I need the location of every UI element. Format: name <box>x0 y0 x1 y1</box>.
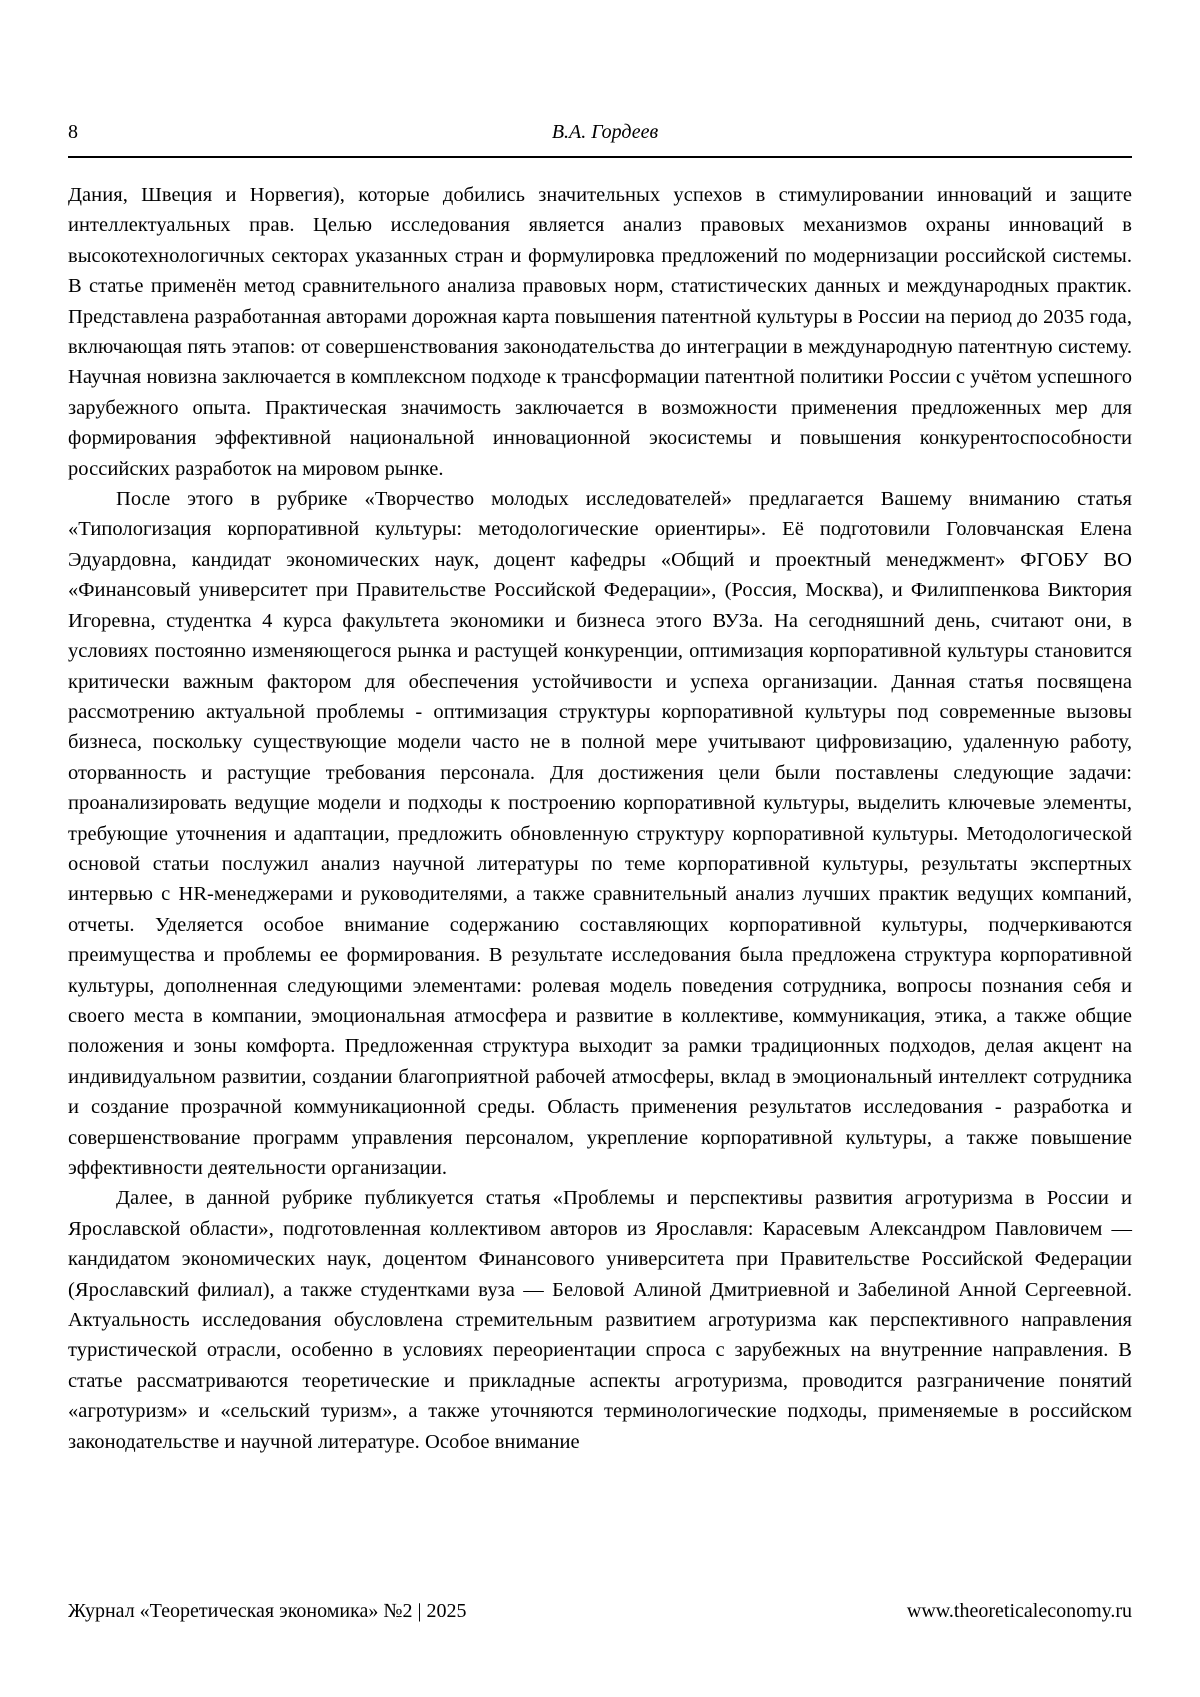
page-number: 8 <box>68 121 78 143</box>
journal-website: www.theoreticaleconomy.ru <box>906 1600 1132 1622</box>
page-footer <box>68 1600 1132 1623</box>
body-paragraph-3: Далее, в данной рубрике публикуется статья «Проблемы и перспективы развития агротуризма в России и Ярославской области», подготовленная коллективом авторов из Ярославля: Карасевым Александром Павловичем — кандидатом экономических наук, доцентом Финансового университета при Правительстве Российской Федерации (Ярославский филиал), а также студентками вуза — Беловой Алиной Дмитриевной и Забелиной Анной Сергеевной. Актуальность исследования обусловлена стремительным развитием агротуризма как перспективного направления туристической отрасли, особенно в условиях переориентации спроса с зарубежных на внутренние направления. В статье рассматриваются теоретические и прикладные аспекты агротуризма, проводится разграничение понятий «агротуризм» и «сельский туризм», а также уточняются терминологические подходы, применяемые в российском законодательстве и научной литературе. Особое внимание <box>68 1187 1132 1453</box>
body-paragraph-1: Дания, Швеция и Норвегия), которые добились значительных успехов в стимулировании инноваций и защите интеллектуальных прав. Целью исследования является анализ правовых механизмов охраны инноваций в высокотехнологичных секторах указанных стран и формулировка предложений по модернизации российской системы. В статье применён метод сравнительного анализа правовых норм, статистических данных и международных практик. Представлена разработанная авторами дорожная карта повышения патентной культуры в России на период до 2035 года, включающая пять этапов: от совершенствования законодательства до интеграции в международную патентную систему. Научная новизна заключается в комплексном подходе к трансформации патентной политики России с учётом успешного зарубежного опыта. Практическая значимость заключается в возможности применения предложенных мер для формирования эффективной национальной инновационной экосистемы и повышения конкурентоспособности российских разработок на мировом рынке. <box>68 184 1132 480</box>
journal-title: Журнал «Теоретическая экономика» №2 | 2025 <box>68 1600 467 1622</box>
body-paragraph-2: После этого в рубрике «Творчество молодых исследователей» предлагается Вашему вниманию статья «Типологизация корпоративной культуры: методологические ориентиры». Её подготовили Головчанская Елена Эдуардовна, кандидат экономических наук, доцент кафедры «Общий и проектный менеджмент» ФГОБУ ВО «Финансовый университет при Правительстве Российской Федерации», (Россия, Москва), и Филиппенкова Виктория Игоревна, студентка 4 курса факультета экономики и бизнеса этого ВУЗа. На сегодняшний день, считают они, в условиях постоянно изменяющегося рынка и растущей конкуренции, оптимизация корпоративной культуры становится критически важным фактором для обеспечения устойчивости и успеха организации. Данная статья посвящена рассмотрению актуальной проблемы - оптимизация структуры корпоративной культуры под современные вызовы бизнеса, поскольку существующие модели часто не в полной мере учитывают цифровизацию, удаленную работу, оторванность и растущие требования персонала. Для достижения цели были поставлены следующие задачи: проанализировать ведущие модели и подходы к построению корпоративной культуры, выделить ключевые элементы, требующие уточнения и адаптации, предложить обновленную структуру корпоративной культуры. Методологической основой статьи послужил анализ научной литературы по теме корпоративной культуры, результаты экспертных интервью с HR-менеджерами и руководителями, а также сравнительный анализ лучших практик ведущих компаний, отчеты. Уделяется особое внимание содержанию составляющих корпоративной культуры, подчеркиваются преимущества и проблемы ее формирования. В результате исследования была предложена структура корпоративной культуры, дополненная следующими элементами: ролевая модель поведения сотрудника, вопросы познания себя и своего места в компании, эмоциональная атмосфера и развитие в коллективе, коммуникация, этика, а также общие положения и зоны комфорта. Предложенная структура выходит за рамки традиционных подходов, делая акцент на индивидуальном развитии, создании благоприятной рабочей атмосферы, вклад в эмоциональный интеллект сотрудника и создание прозрачной коммуникационной среды. Область применения результатов исследования - разработка и совершенствование программ управления персоналом, укрепление корпоративной культуры, а также повышение эффективности деятельности организации. <box>68 488 1132 1179</box>
article-body <box>68 180 1132 1457</box>
page-header <box>68 122 1132 156</box>
header-divider <box>68 156 1132 158</box>
running-head-author: В.А. Гордеев <box>551 121 659 143</box>
